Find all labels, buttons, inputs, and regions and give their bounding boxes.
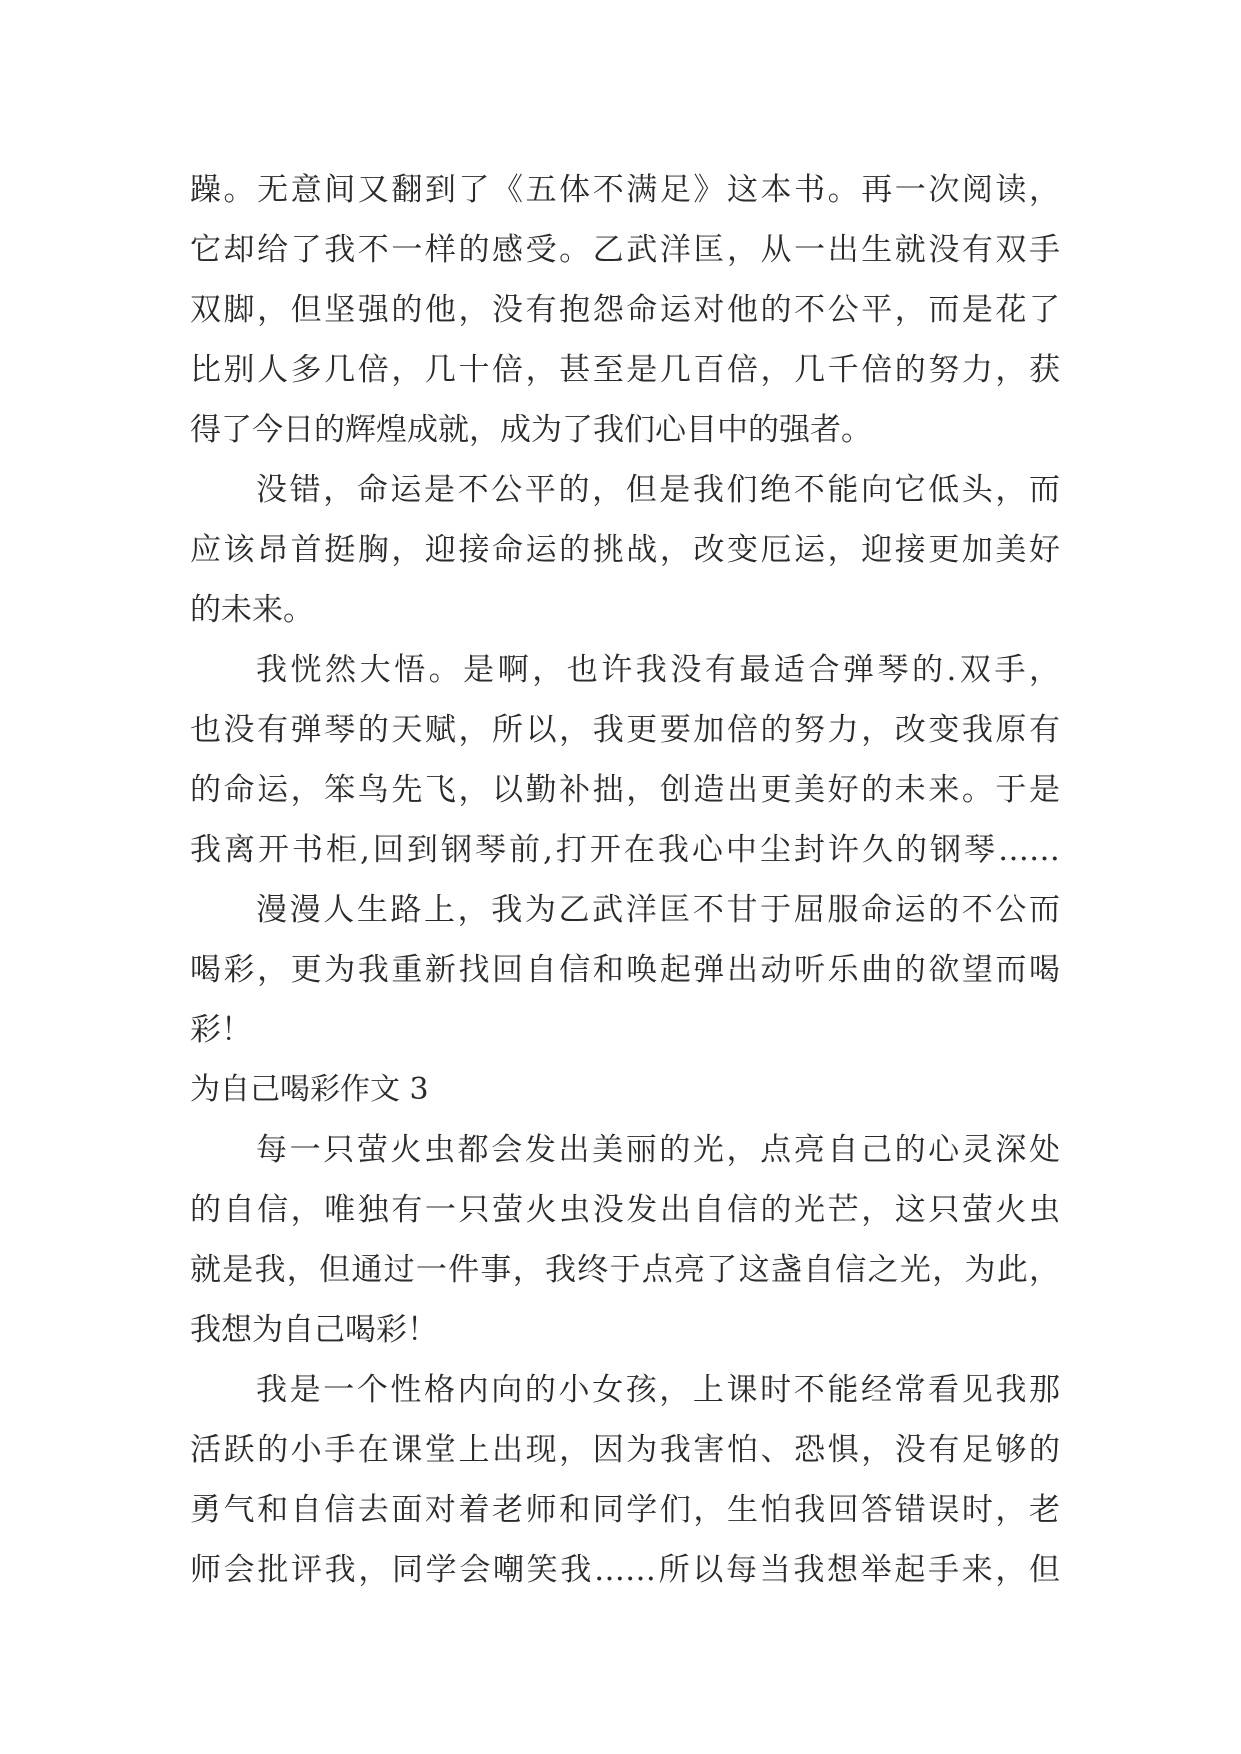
paragraph-line: 喝彩，更为我重新找回自信和唤起弹出动听乐曲的欲望而喝 — [190, 952, 1060, 988]
paragraph-line: 得了今日的辉煌成就，成为了我们心目中的强者。 — [190, 412, 872, 448]
paragraph-line: 的未来。 — [190, 592, 314, 628]
paragraph-line: 应该昂首挺胸，迎接命运的挑战，改变厄运，迎接更加美好 — [190, 532, 1060, 568]
paragraph-line: 比别人多几倍，几十倍，甚至是几百倍，几千倍的努力，获 — [190, 352, 1060, 388]
paragraph-line: 我想为自己喝彩！ — [190, 1312, 438, 1348]
paragraph-line: 师会批评我，同学会嘲笑我……所以每当我想举起手来，但 — [190, 1552, 1060, 1588]
paragraph-line: 我恍然大悟。是啊，也许我没有最适合弹琴的.双手， — [256, 652, 1060, 688]
paragraph-line: 漫漫人生路上，我为乙武洋匡不甘于屈服命运的不公而 — [256, 892, 1060, 928]
paragraph-line: 勇气和自信去面对着老师和同学们，生怕我回答错误时，老 — [190, 1492, 1060, 1528]
paragraph-line: 我离开书柜,回到钢琴前,打开在我心中尘封许久的钢琴…… — [190, 832, 1060, 868]
paragraph-line: 的自信，唯独有一只萤火虫没发出自信的光芒，这只萤火虫 — [190, 1192, 1060, 1228]
paragraph-line: 它却给了我不一样的感受。乙武洋匡，从一出生就没有双手 — [190, 232, 1060, 268]
paragraph-line: 每一只萤火虫都会发出美丽的光，点亮自己的心灵深处 — [256, 1132, 1060, 1168]
paragraph-line: 没错，命运是不公平的，但是我们绝不能向它低头，而 — [256, 472, 1060, 508]
section-heading: 为自己喝彩作文 3 — [190, 1072, 429, 1107]
paragraph-line: 我是一个性格内向的小女孩，上课时不能经常看见我那 — [256, 1372, 1060, 1408]
paragraph-line: 的命运，笨鸟先飞，以勤补拙，创造出更美好的未来。于是 — [190, 772, 1060, 808]
paragraph-line: 双脚，但坚强的他，没有抱怨命运对他的不公平，而是花了 — [190, 292, 1060, 328]
paragraph-line: 躁。无意间又翻到了《五体不满足》这本书。再一次阅读， — [190, 172, 1060, 208]
paragraph-line: 就是我，但通过一件事，我终于点亮了这盏自信之光，为此， — [190, 1252, 1060, 1288]
paragraph-line: 也没有弹琴的天赋，所以，我更要加倍的努力，改变我原有 — [190, 712, 1060, 748]
paragraph-line: 活跃的小手在课堂上出现，因为我害怕、恐惧，没有足够的 — [190, 1432, 1060, 1468]
paragraph-line: 彩！ — [190, 1012, 252, 1048]
